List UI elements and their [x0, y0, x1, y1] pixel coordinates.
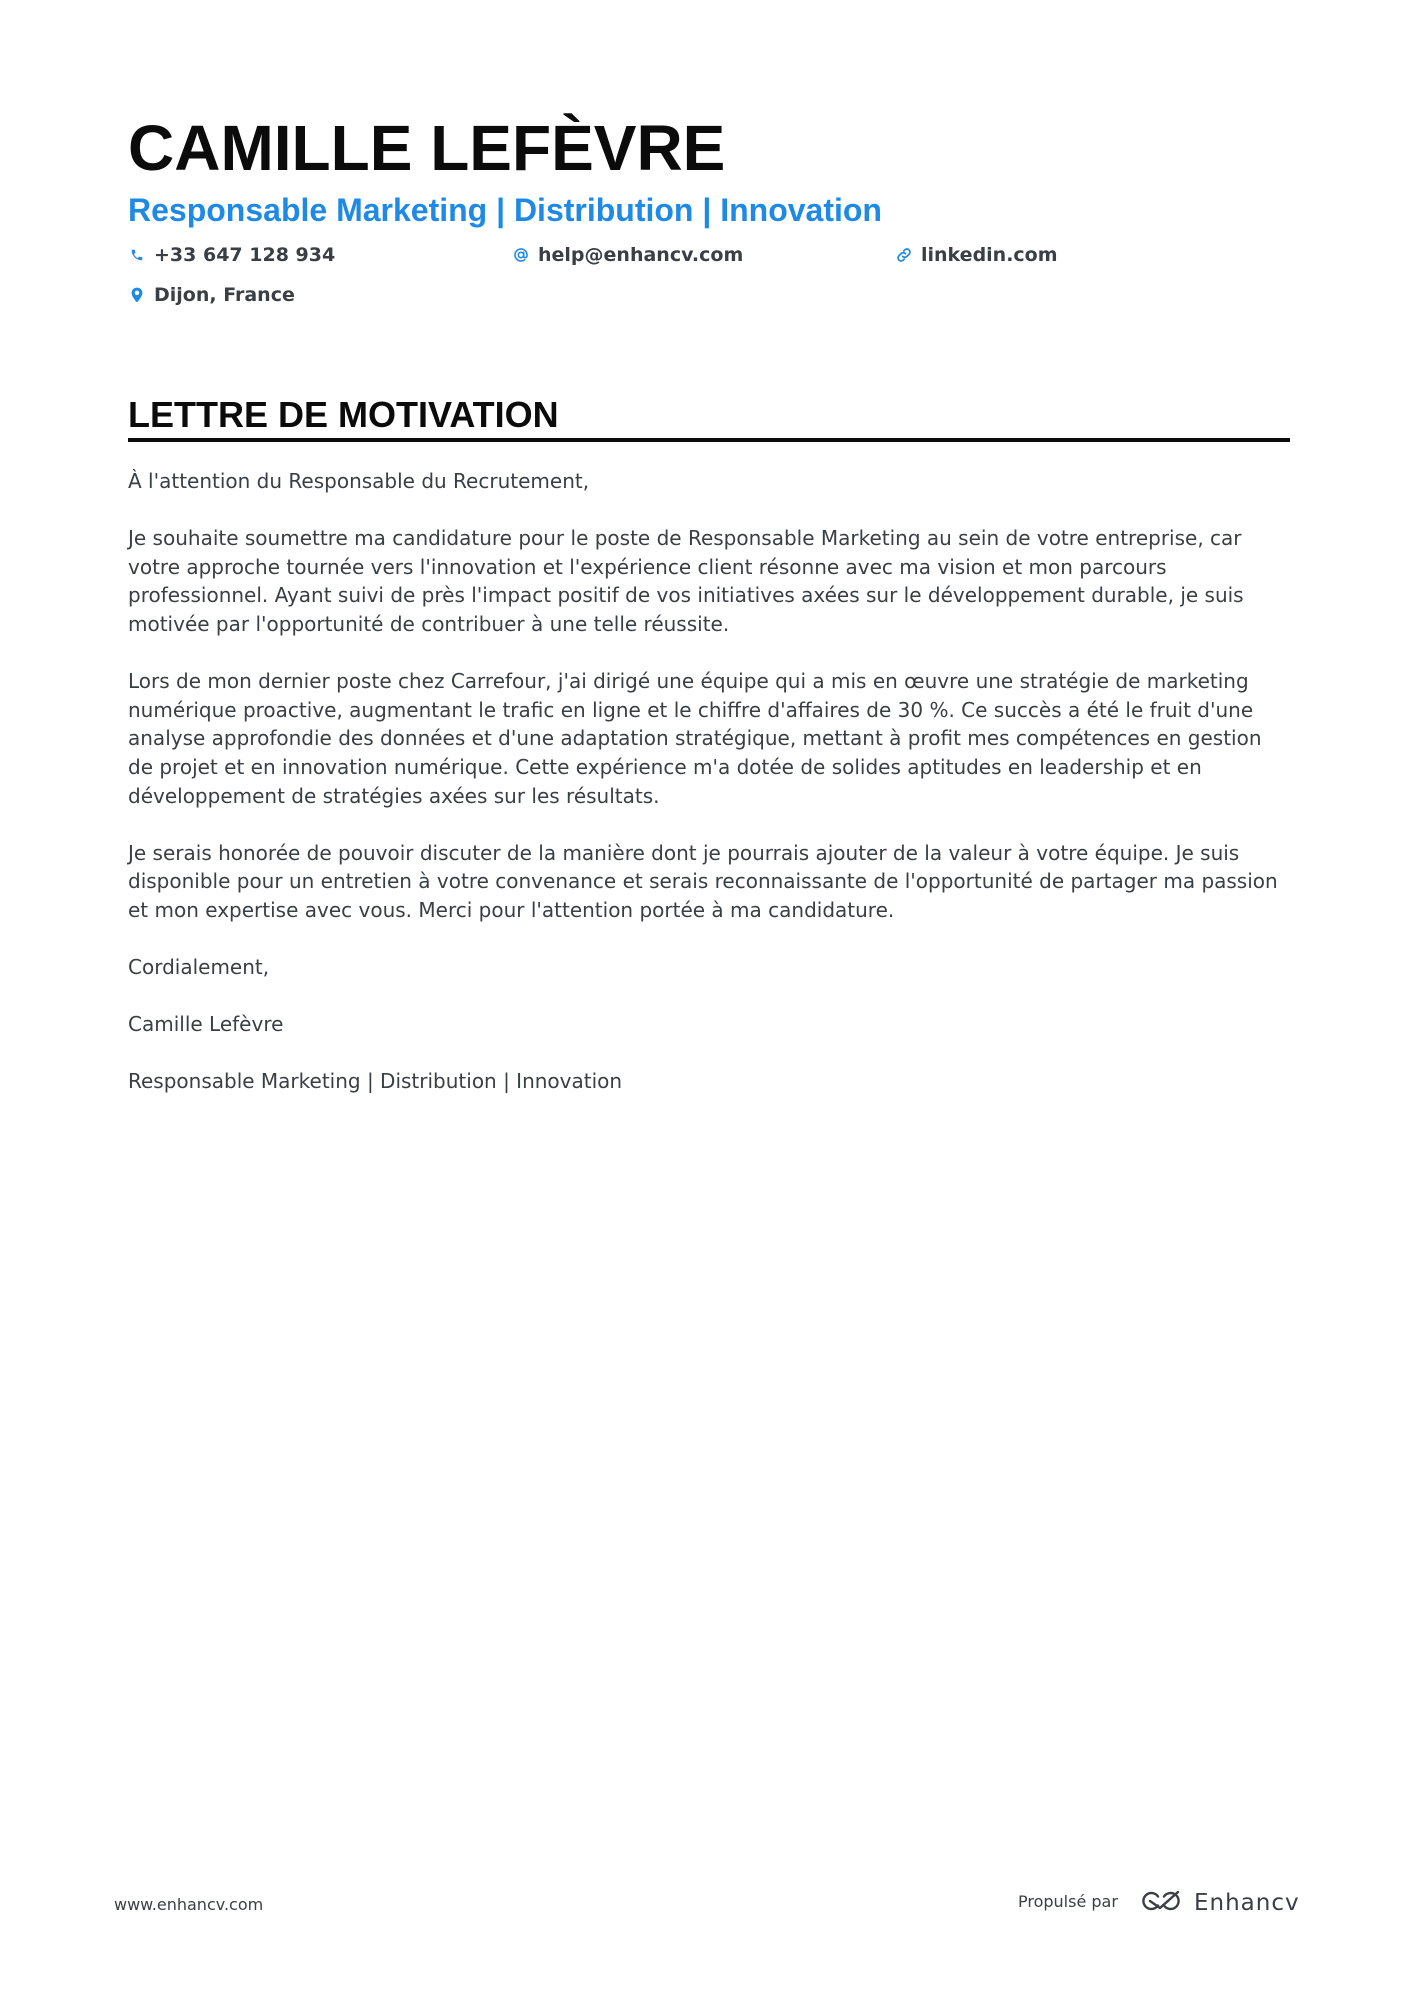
letter-closing: Cordialement, [128, 955, 270, 980]
website-text[interactable]: linkedin.com [921, 244, 1058, 266]
email-text[interactable]: help@enhancv.com [538, 244, 744, 266]
candidate-headline: Responsable Marketing | Distribution | Innovation [128, 192, 882, 228]
contact-phone [128, 242, 335, 268]
contact-website [895, 242, 1058, 268]
enhancv-logo-icon [1138, 1888, 1184, 1918]
letter-salutation: À l'attention du Responsable du Recrutement, [128, 469, 590, 493]
contact-location [128, 282, 295, 308]
at-icon [512, 246, 530, 264]
phone-text: +33 647 128 934 [154, 244, 336, 266]
footer-url[interactable]: www.enhancv.com [114, 1895, 264, 1914]
phone-icon [128, 246, 146, 264]
map-pin-icon [128, 286, 146, 304]
section-title: LETTRE DE MOTIVATION [128, 394, 559, 435]
letter-body [128, 467, 1290, 1125]
footer-powered-by: Propulsé par [1018, 1892, 1118, 1911]
footer-brand-logo[interactable] [1138, 1885, 1300, 1921]
letter-paragraph-3: Je serais honorée de pouvoir discuter de la manière dont je pourrais ajouter de la valeur à votre équipe. Je suis disponible pour un entretien à votre convenance et serais reconnaissante de l'opportunité de partager ma passion et mon expertise avec vous. Merci pour l'attention portée à ma candidature. [128, 840, 1278, 922]
footer-brand-name: Enhancv [1194, 1890, 1300, 1916]
candidate-name: CAMILLE LEFÈVRE [128, 112, 726, 184]
letter-paragraph-1: Je souhaite soumettre ma candidature pour le poste de Responsable Marketing au sein de votre entreprise, car votre approche tournée vers l'innovation et l'expérience client résonne avec ma vision et mon parcours professionnel. Ayant suivi de près l'impact positif de vos initiatives axées sur le développement durable, je suis motivée par l'opportunité de contribuer à une telle réussite. [128, 526, 1244, 636]
location-text: Dijon, France [154, 284, 295, 306]
letter-signature-name: Camille Lefèvre [128, 1012, 284, 1037]
link-icon [895, 246, 913, 264]
letter-signature-title: Responsable Marketing | Distribution | Innovation [128, 1069, 623, 1094]
contact-email [512, 242, 743, 268]
section-divider [128, 438, 1290, 442]
letter-paragraph-2: Lors de mon dernier poste chez Carrefour, j'ai dirigé une équipe qui a mis en œuvre une stratégie de marketing numérique proactive, augmentant le trafic en ligne et le chiffre d'affaires de 30 %. Ce succès a été le fruit d'une analyse approfondie des données et d'une adaptation stratégique, mettant à profit mes compétences en gestion de projet et en innovation numérique. Cette expérience m'a dotée de solides aptitudes en leadership et en développement de stratégies axées sur les résultats. [128, 669, 1262, 808]
